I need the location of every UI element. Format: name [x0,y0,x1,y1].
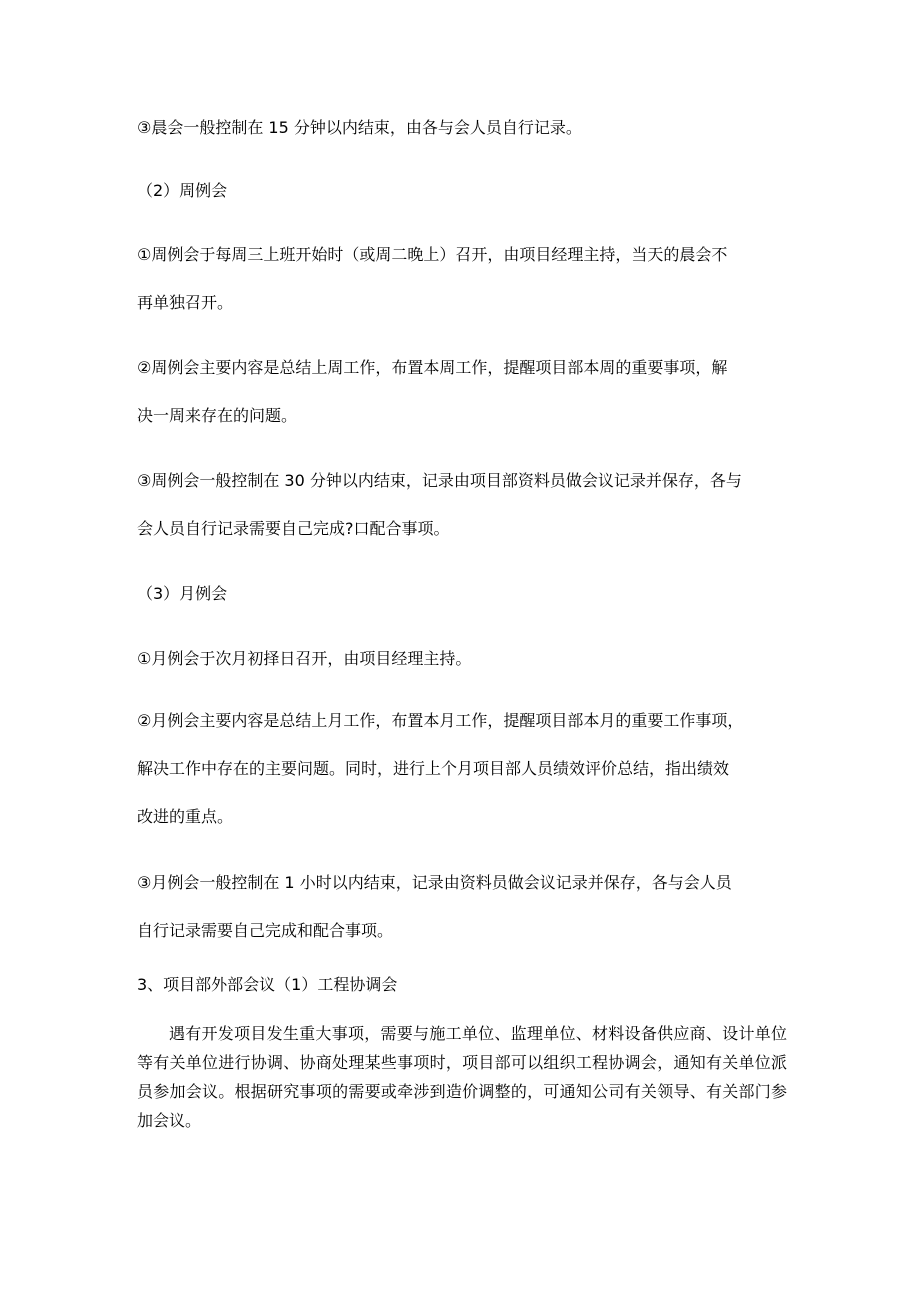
section-heading-weekly: （2）周例会 [137,181,228,200]
text-line-5: ②周例会主要内容是总结上周工作，布置本周工作，提醒项目部本周的重要事项，解 [137,358,728,377]
text-line-3: ①周例会于每周三上班开始时（或周二晚上）召开，由项目经理主持，当天的晨会不 [137,245,728,264]
text-line-1: ③晨会一般控制在 15 分钟以内结束，由各与会人员自行记录。 [137,118,582,137]
section-heading-external: 3、项目部外部会议（1）工程协调会 [137,975,398,994]
text-line-13: 改进的重点。 [137,807,234,826]
text-line-6: 决一周来存在的问题。 [137,406,298,425]
text-line-14: ③月例会一般控制在 1 小时以内结束，记录由资料员做会议记录并保存，各与会人员 [137,873,732,892]
text-line-7: ③周例会一般控制在 30 分钟以内结束，记录由项目部资料员做会议记录并保存，各与 [137,471,742,490]
body-paragraph: 遇有开发项目发生重大事项，需要与施工单位、监理单位、材料设备供应商、设计单位等有关单位进行协调、协商处理某些事项时，项目部可以组织工程协调会，通知有关单位派员参加会议。根据研究事项的需要或牵涉到造价调整的，可通知公司有关领导、有关部门参加会议。 [137,1024,787,1130]
text-line-15: 自行记录需要自己完成和配合事项。 [137,921,394,940]
text-line-10: ①月例会于次月初择日召开，由项目经理主持。 [137,649,472,668]
text-line-8: 会人员自行记录需要自己完成?口配合事项。 [137,519,450,538]
text-line-11: ②月例会主要内容是总结上月工作，布置本月工作，提醒项目部本月的重要工作事项， [137,711,744,730]
text-line-4: 再单独召开。 [137,293,234,312]
text-line-12: 解决工作中存在的主要问题。同时，进行上个月项目部人员绩效评价总结，指出绩效 [137,759,730,778]
section-heading-monthly: （3）月例会 [137,584,228,603]
